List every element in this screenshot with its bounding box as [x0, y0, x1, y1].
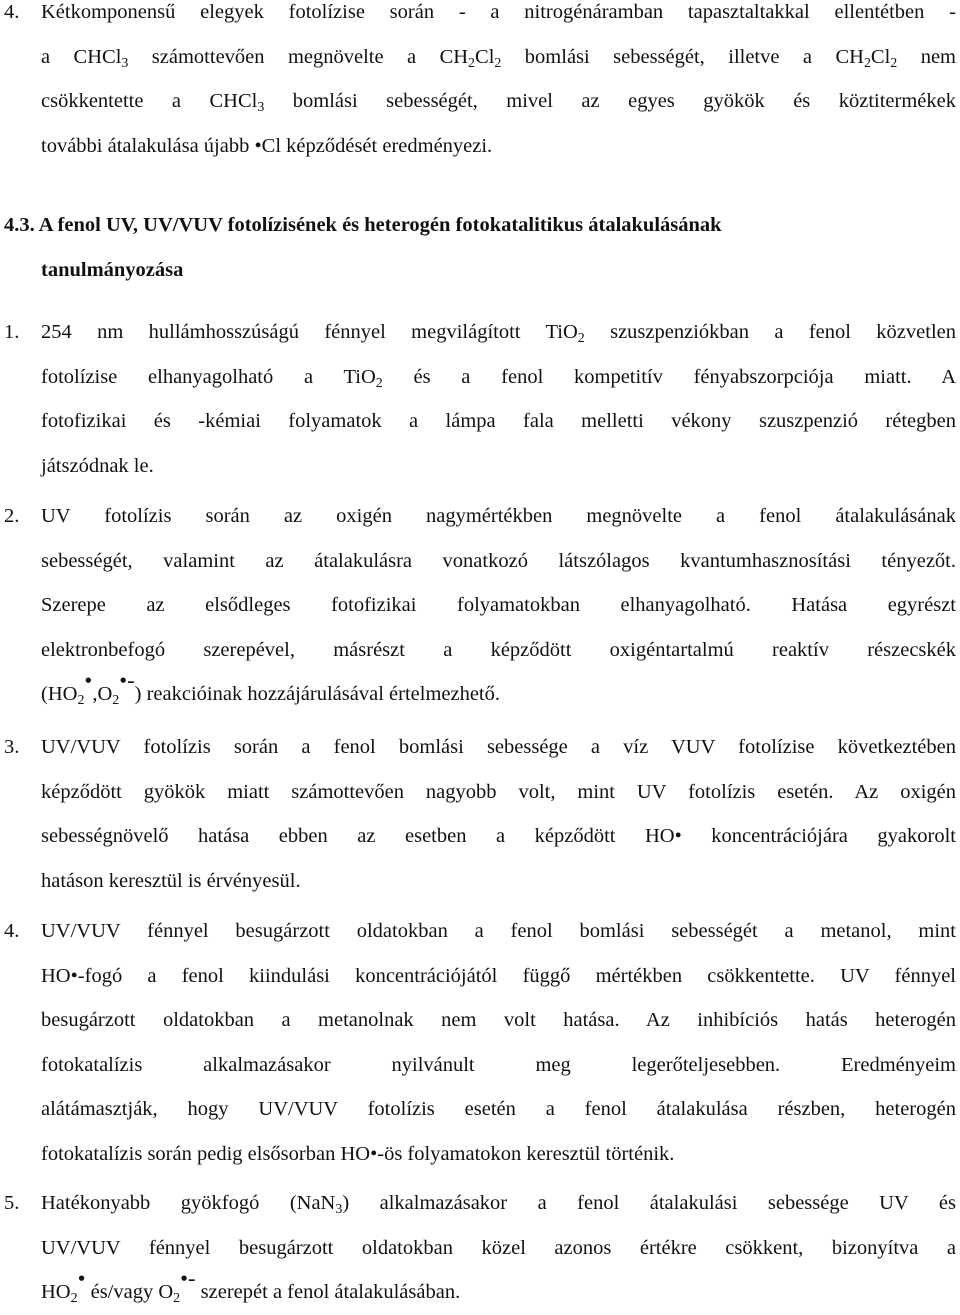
text-line: sebességét, valamint az átalakulásra vonatkozó látszólagos kvantumhasznosítási tényezőt.: [41, 549, 956, 572]
paragraph-body: [41, 494, 956, 717]
text-line: sebességnövelő hatása ebben az esetben a képződött HO• koncentrációjára gyakorolt: [41, 825, 956, 848]
list-number: 4.: [4, 920, 20, 942]
paragraph-body: [41, 1181, 956, 1315]
text-line: UV/VUV fénnyel besugárzott oldatokban a fenol bomlási sebességét a metanol, mint: [41, 920, 956, 942]
text-line: 254 nm hullámhosszúságú fénnyel megvilágított TiO$_2$ szuszpenziókban a fenol közvetlen: [41, 321, 956, 346]
text-line: fotokatalízis során pedig elsősorban HO•-ös folyamatokon keresztül történik.: [41, 1142, 675, 1165]
text-line: képződött gyökök miatt számottevően nagyobb volt, mint UV fotolízis esetén. Az oxigén: [41, 780, 956, 803]
list-number: 3.: [4, 736, 20, 758]
text-line: játszódnak le.: [41, 454, 154, 477]
paragraph-body: [41, 725, 956, 903]
text-line: a CHCl$_3$ számottevően megnövelte a $CH_2Cl_2$ bomlási sebességét, illetve a $CH_2Cl_2$ nem: [41, 45, 957, 71]
text-line: Kétkomponensű elegyek fotolízise során - a nitrogénáramban tapasztaltakkal ellentétben -: [41, 1, 956, 23]
paragraph-body: [41, 0, 956, 168]
paragraph-body: [41, 310, 956, 488]
document-page: 4. Kétkomponensű elegyek fotolízise során - a nitrogénáramban tapasztaltakkal ellentétben - a CHCl$_3$ számottevően megnövelte a $CH_2Cl_2$ bomlási sebességét, illetve a $CH_2Cl_2$ nem csökkentette a CHCl$_3$ bomlási sebességét, mivel az egyes gyökök és köztitermékek további átalakulása újabb •Cl képződését eredményezi. 4.3. A fenol UV, UV/VUV fotolízisének és heterogén fotokatalitikus átalakulásának tanulmányozása 1. 254 nm hullámhosszúságú fénnyel megvilágított TiO$_2$ szuszpenziókban a fenol közvetlen fotolízise elhanyagolható a TiO$_2$ és a fenol kompetitív fényabszorpciója miatt. A fotofizikai és -kémiai folyamatok a lámpa fala melletti vékony szuszpenzió rétegben játszódnak le. 2. UV fotolízis során az oxigén nagymértékben megnövelte a fenol átalakulásának sebességét, valamint az átalakulásra vonatkozó látszólagos kvantumhasznosítási tényezőt. Szerepe az elsődleges fotofizikai folyamatokban elhanyagolható. Hatása egyrészt elektronbefogó szerepével, másrészt a képződött oxigéntartalmú reaktív részecskék $(HO_2^•,O_2^{•-})$ reakcióinak hozzájárulásával értelmezhető. 3. UV/VUV fotolízis során a fenol bomlási sebessége a víz VUV fotolízise következtében képződött gyökök miatt számottevően nagyobb volt, mint UV fotolízis esetén. Az oxigén sebességnövelő hatása ebben az esetben a képződött HO• koncentrációjára gyakorolt hatáson keresztül is érvényesül. 4. UV/VUV fénnyel besugárzott oldatokban a fenol bomlási sebességét a metanol, mint HO•-fogó a fenol kiindulási koncentrációjától függő mértékben csökkentette. UV fénnyel besugárzott oldatokban a metanolnak nem volt hatása. Az inhibíciós hatás heterogén fotokatalízis alkalmazásakor nyilvánult meg legerőteljesebben. Eredményeim alátámasztják, hogy UV/VUV fotolízis esetén a fenol átalakulása részben, heterogén fotokatalízis során pedig elsősorban HO•-ös folyamatokon keresztül történik. 5. Hatékonyabb gyökfogó (NaN$_3$) alkalmazásakor a fenol átalakulási sebessége UV és UV/VUV fénnyel besugárzott oldatokban közel azonos értékre csökkent, bizonyítva a $HO_2^•$ és/vagy $O_2^{•-}$ szerepét a fenol átalakulásában.: [0, 0, 960, 1307]
text-line: UV fotolízis során az oxigén nagymértékben megnövelte a fenol átalakulásának: [41, 505, 956, 527]
list-number: 1.: [4, 321, 20, 343]
text-line: fotolízise elhanyagolható a TiO$_2$ és a fenol kompetitív fényabszorpciója miatt. A: [41, 365, 957, 391]
text-line: besugárzott oldatokban a metanolnak nem volt hatása. Az inhibíciós hatás heterogén: [41, 1009, 956, 1032]
list-number: 4.: [4, 1, 20, 23]
heading-line-2: tanulmányozása: [41, 259, 184, 281]
text-line: hatáson keresztül is érvényesül.: [41, 869, 301, 892]
text-line: alátámasztják, hogy UV/VUV fotolízis esetén a fenol átalakulása részben, heterogén: [41, 1098, 956, 1121]
text-line: Hatékonyabb gyökfogó (NaN$_3$) alkalmazásakor a fenol átalakulási sebessége UV és: [41, 1192, 956, 1217]
list-number: 2.: [4, 505, 20, 527]
text-line: UV/VUV fotolízis során a fenol bomlási sebessége a víz VUV fotolízise következtében: [41, 736, 956, 758]
text-line: $HO_2^•$ és/vagy $O_2^{•-}$ szerepét a fenol átalakulásában.: [41, 1265, 461, 1307]
text-line: UV/VUV fénnyel besugárzott oldatokban közel azonos értékre csökkent, bizonyítva a: [41, 1236, 956, 1259]
text-line: fotofizikai és -kémiai folyamatok a lámpa fala melletti vékony szuszpenzió rétegben: [41, 410, 956, 433]
text-line: elektronbefogó szerepével, másrészt a képződött oxigéntartalmú reaktív részecskék: [41, 638, 956, 661]
text-line: Szerepe az elsődleges fotofizikai folyamatokban elhanyagolható. Hatása egyrészt: [41, 594, 956, 617]
text-line: csökkentette a CHCl$_3$ bomlási sebességét, mivel az egyes gyökök és köztitermékek: [41, 90, 957, 116]
text-line: fotokatalízis alkalmazásakor nyilvánult meg legerőteljesebben. Eredményeim: [41, 1053, 956, 1076]
paragraph-body: [41, 909, 956, 1177]
text-line: $(HO_2^•,O_2^{•-})$ reakcióinak hozzájárulásával értelmezhető.: [41, 667, 501, 709]
text-line: további átalakulása újabb •Cl képződését eredményezi.: [41, 134, 493, 157]
list-number: 5.: [4, 1192, 20, 1214]
text-line: HO•-fogó a fenol kiindulási koncentrációjától függő mértékben csökkentette. UV fénnyel: [41, 964, 956, 987]
